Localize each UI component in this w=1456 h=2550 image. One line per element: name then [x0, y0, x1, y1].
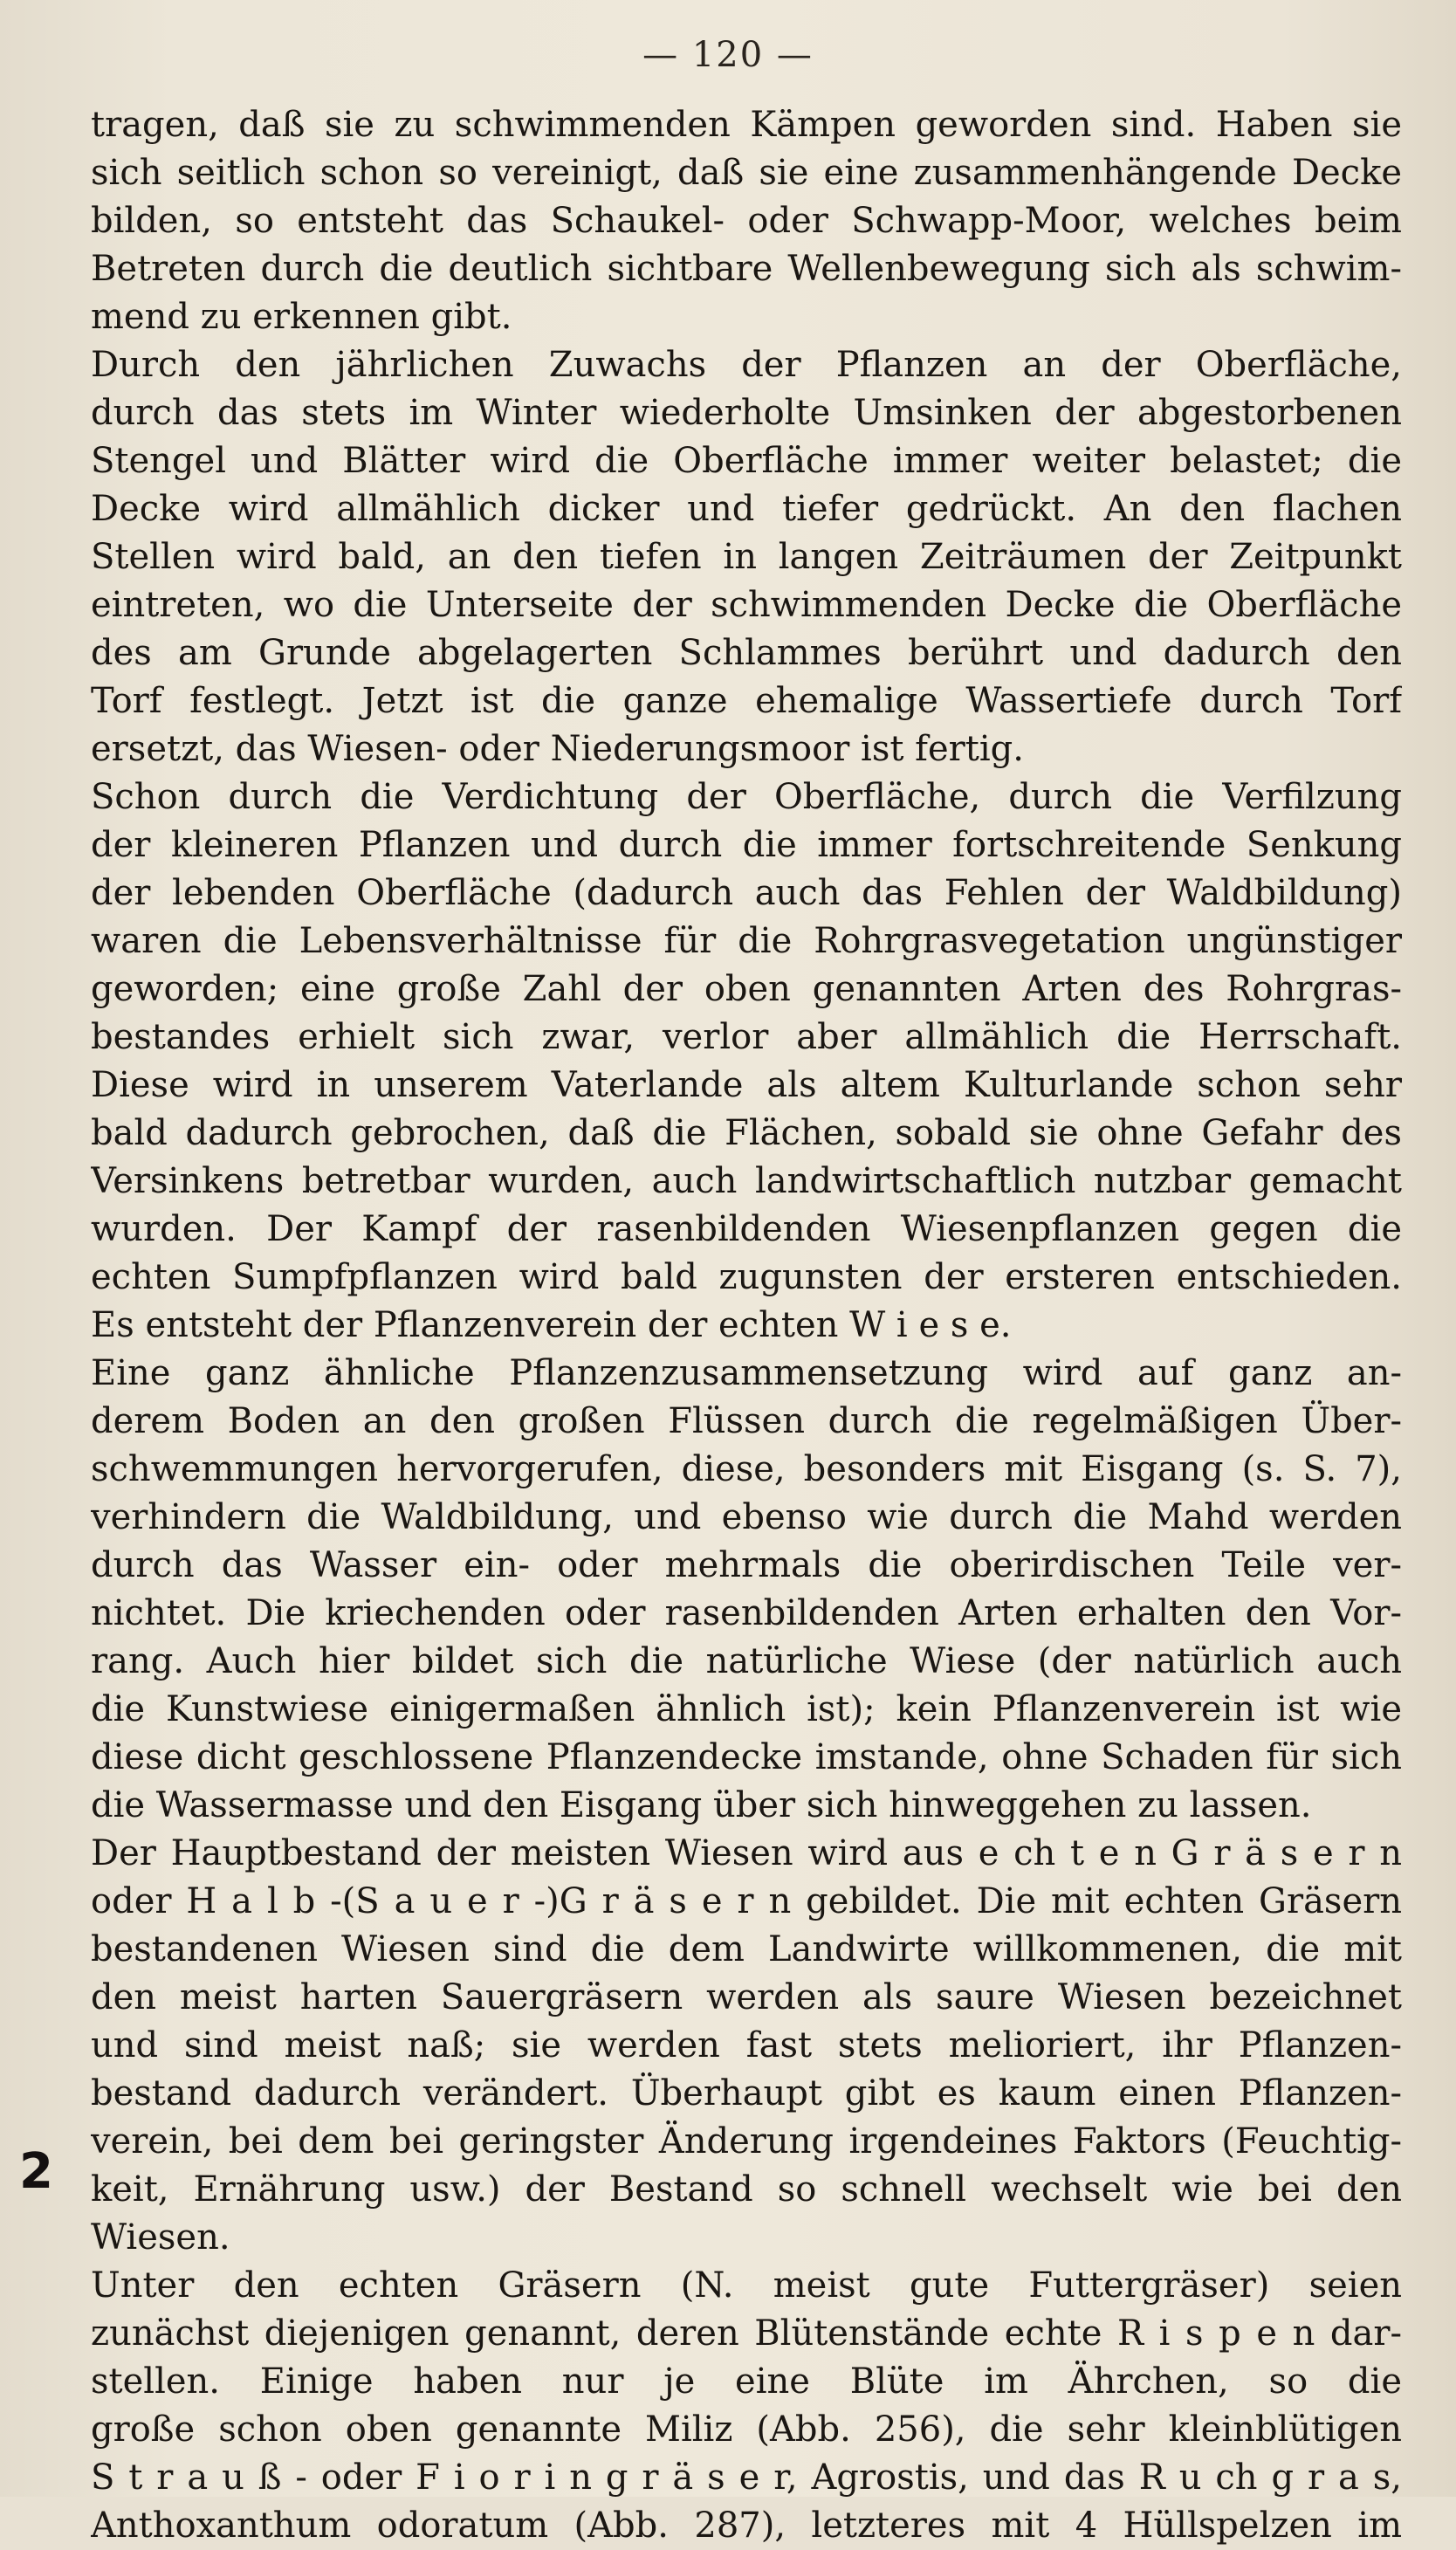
text-line: Diese wird in unserem Vaterlande als altem Kulturlande schon sehr: [91, 1065, 1402, 1105]
text-line: bestandes erhielt sich zwar, verlor aber allmählich die Herrschaft.: [91, 1017, 1402, 1057]
text-line: verein, bei dem bei geringster Änderung irgendeines Faktors (Feuchtig-: [91, 2121, 1402, 2162]
text-line: den meist harten Sauergräsern werden als saure Wiesen bezeichnet: [91, 1977, 1402, 2017]
text-line: der lebenden Oberfläche (dadurch auch das Fehlen der Waldbildung): [91, 873, 1402, 913]
text-line: bald dadurch gebrochen, daß die Flächen, sobald sie ohne Gefahr des: [91, 1113, 1402, 1153]
text-line: und sind meist naß; sie werden fast stets melioriert, ihr Pflanzen-: [91, 2025, 1402, 2065]
body-text: [91, 101, 1402, 2550]
page-number: — 120 —: [642, 35, 814, 75]
text-line: Durch den jährlichen Zuwachs der Pflanzen an der Oberfläche,: [91, 345, 1402, 385]
text-line: verhindern die Waldbildung, und ebenso wie durch die Mahd werden: [91, 1497, 1402, 1537]
text-line: Unter den echten Gräsern (N. meist gute Futtergräser) seien: [91, 2265, 1402, 2306]
text-line: Versinkens betretbar wurden, auch landwirtschaftlich nutzbar gemacht: [91, 1161, 1402, 1201]
text-line: Eine ganz ähnliche Pflanzenzusammensetzung wird auf ganz an-: [91, 1353, 1402, 1393]
text-line: zunächst diejenigen genannt, deren Blütenstände echte R i s p e n dar-: [91, 2313, 1402, 2354]
text-line: stellen. Einige haben nur je eine Blüte im Ährchen, so die: [91, 2361, 1402, 2402]
text-line: große schon oben genannte Miliz (Abb. 256), die sehr kleinblütigen: [91, 2409, 1402, 2450]
text-line: nichtet. Die kriechenden oder rasenbildenden Arten erhalten den Vor-: [91, 1593, 1402, 1633]
text-line: tragen, daß sie zu schwimmenden Kämpen geworden sind. Haben sie: [91, 105, 1402, 145]
text-line: durch das Wasser ein- oder mehrmals die oberirdischen Teile ver-: [91, 1545, 1402, 1585]
text-line: S t r a u ß - oder F i o r i n g r ä s e r, Agrostis, und das R u ch g r a s,: [91, 2457, 1402, 2498]
text-line: sich seitlich schon so vereinigt, daß sie eine zusammenhängende Decke: [91, 153, 1402, 193]
text-line: ersetzt, das Wiesen- oder Niederungsmoor ist fertig.: [91, 729, 1024, 769]
text-line: Stengel und Blätter wird die Oberfläche immer weiter belastet; die: [91, 441, 1402, 481]
text-line: Der Hauptbestand der meisten Wiesen wird aus e ch t e n G r ä s e r n: [91, 1833, 1402, 1873]
text-line: Torf festlegt. Jetzt ist die ganze ehemalige Wassertiefe durch Torf: [91, 681, 1402, 721]
text-line: rang. Auch hier bildet sich die natürliche Wiese (der natürlich auch: [91, 1641, 1402, 1681]
text-line: Schon durch die Verdichtung der Oberfläche, durch die Verfilzung: [91, 777, 1402, 817]
text-line: mend zu erkennen gibt.: [91, 297, 512, 337]
text-line: Betreten durch die deutlich sichtbare Wellenbewegung sich als schwim-: [91, 249, 1402, 289]
text-line: wurden. Der Kampf der rasenbildenden Wiesenpflanzen gegen die: [91, 1209, 1402, 1249]
text-line: bestandenen Wiesen sind die dem Landwirte willkommenen, die mit: [91, 1929, 1402, 1969]
text-line: bestand dadurch verändert. Überhaupt gibt es kaum einen Pflanzen-: [91, 2073, 1402, 2114]
text-line: durch das stets im Winter wiederholte Umsinken der abgestorbenen: [91, 393, 1402, 433]
text-line: des am Grunde abgelagerten Schlammes berührt und dadurch den: [91, 633, 1402, 673]
text-line: derem Boden an den großen Flüssen durch die regelmäßigen Über-: [91, 1401, 1402, 1441]
text-line: die Kunstwiese einigermaßen ähnlich ist); kein Pflanzenverein ist wie: [91, 1689, 1402, 1729]
text-line: echten Sumpfpflanzen wird bald zugunsten der ersteren entschieden.: [91, 1257, 1402, 1297]
margin-section-number: 2: [19, 2143, 53, 2200]
text-line: waren die Lebensverhältnisse für die Rohrgrasvegetation ungünstiger: [91, 921, 1402, 961]
text-line: keit, Ernährung usw.) der Bestand so schnell wechselt wie bei den: [91, 2169, 1402, 2210]
text-line: schwemmungen hervorgerufen, diese, besonders mit Eisgang (s. S. 7),: [91, 1449, 1402, 1489]
text-line: die Wassermasse und den Eisgang über sich hinweggehen zu lassen.: [91, 1785, 1312, 1825]
text-line: der kleineren Pflanzen und durch die immer fortschreitende Senkung: [91, 825, 1402, 865]
text-line: diese dicht geschlossene Pflanzendecke imstande, ohne Schaden für sich: [91, 1737, 1402, 1777]
text-line: geworden; eine große Zahl der oben genannten Arten des Rohrgras-: [91, 969, 1402, 1009]
text-line: Decke wird allmählich dicker und tiefer gedrückt. An den flachen: [91, 489, 1402, 529]
text-line: Es entsteht der Pflanzenverein der echten W i e s e.: [91, 1305, 1012, 1345]
text-line: bilden, so entsteht das Schaukel- oder Schwapp-Moor, welches beim: [91, 201, 1402, 241]
text-line: eintreten, wo die Unterseite der schwimmenden Decke die Oberfläche: [91, 585, 1402, 625]
text-line: oder H a l b -(S a u e r -)G r ä s e r n gebildet. Die mit echten Gräsern: [91, 1881, 1402, 1921]
text-line: Stellen wird bald, an den tiefen in langen Zeiträumen der Zeitpunkt: [91, 537, 1402, 577]
text-line: Anthoxanthum odoratum (Abb. 287), letzteres mit 4 Hüllspelzen im: [91, 2505, 1402, 2546]
text-line: Wiesen.: [91, 2217, 230, 2258]
